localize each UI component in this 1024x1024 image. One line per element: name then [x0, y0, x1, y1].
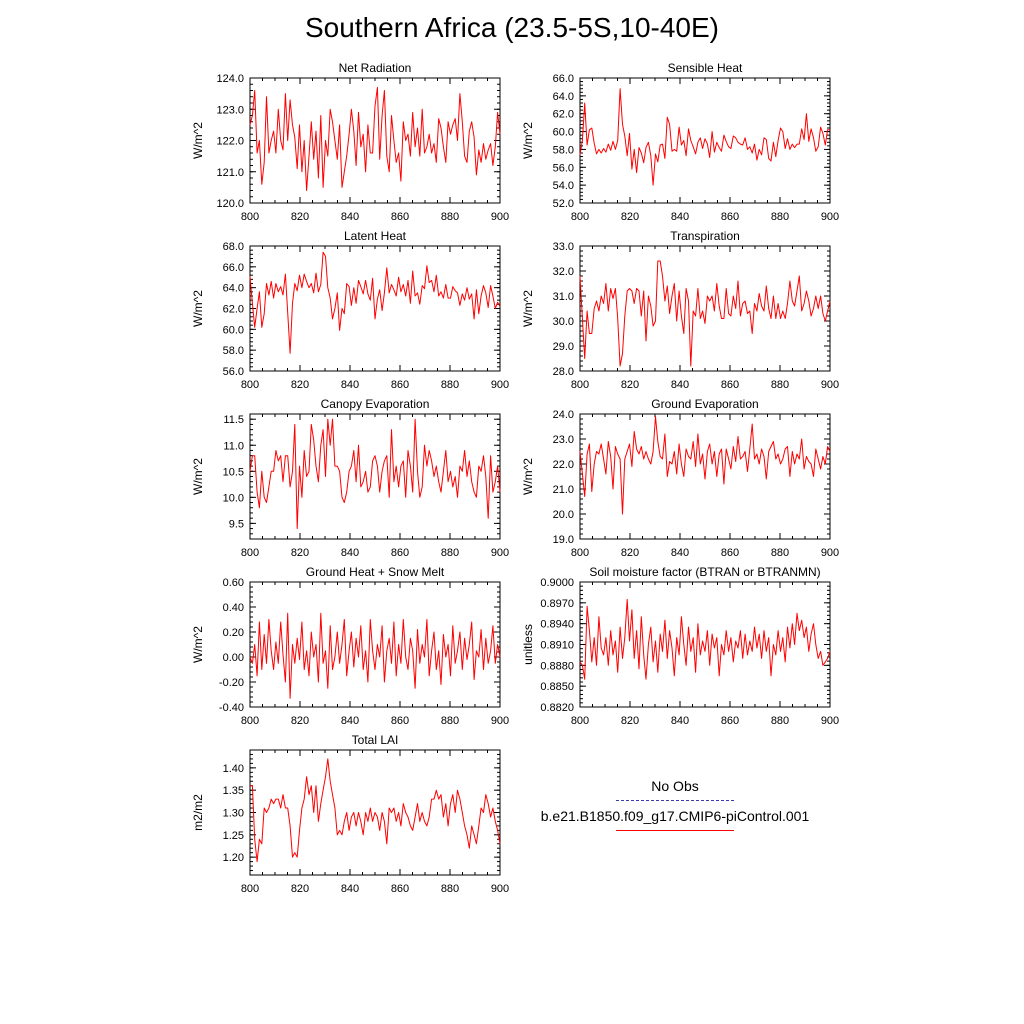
- y-tick-label: 1.30: [222, 807, 244, 820]
- y-tick-label: 0.8940: [540, 618, 574, 631]
- x-tick-label: 880: [440, 547, 460, 559]
- y-tick-label: 29.0: [552, 341, 574, 353]
- y-tick-label: 11.0: [223, 440, 244, 453]
- y-tick-label: 64.0: [222, 282, 244, 295]
- x-tick-label: 900: [490, 715, 510, 727]
- y-tick-label: 0.00: [222, 652, 244, 664]
- y-tick-label: 0.8970: [540, 597, 574, 610]
- y-tick-label: 28.0: [552, 366, 574, 378]
- y-tick-label: 24.0: [552, 409, 574, 421]
- y-tick-label: 0.60: [222, 577, 244, 589]
- x-tick-label: 840: [670, 715, 690, 727]
- y-axis-label: m2/m2: [191, 794, 205, 831]
- y-tick-label: 0.8880: [540, 660, 574, 673]
- legend: [530, 778, 820, 848]
- x-tick-label: 860: [720, 211, 740, 223]
- y-tick-label: 0.9000: [540, 577, 574, 589]
- x-tick-label: 820: [290, 379, 310, 391]
- y-tick-label: 0.8850: [540, 681, 574, 694]
- x-tick-label: 800: [570, 211, 590, 223]
- plot-frame: [580, 246, 830, 371]
- y-tick-label: 11.5: [223, 414, 244, 427]
- x-tick-label: 860: [390, 547, 410, 559]
- x-tick-label: 900: [490, 547, 510, 559]
- x-tick-label: 840: [670, 379, 690, 391]
- x-tick-label: 820: [290, 715, 310, 727]
- x-tick-label: 900: [820, 715, 840, 727]
- panel-title: Sensible Heat: [667, 61, 743, 75]
- y-tick-label: 0.20: [222, 627, 244, 639]
- series-line: [580, 89, 830, 185]
- y-tick-label: 1.25: [222, 829, 244, 842]
- panel-8: [191, 733, 509, 895]
- x-tick-label: 900: [490, 379, 510, 391]
- y-tick-label: 122.0: [216, 135, 244, 148]
- panel-title: Ground Evaporation: [651, 397, 759, 411]
- x-tick-label: 820: [620, 547, 640, 559]
- x-tick-label: 840: [670, 547, 690, 559]
- x-tick-label: 800: [240, 715, 260, 727]
- x-tick-label: 800: [240, 211, 260, 223]
- x-tick-label: 820: [620, 379, 640, 391]
- legend-model-label: b.e21.B1850.f09_g17.CMIP6-piControl.001: [540, 808, 810, 824]
- legend-model-line: [616, 830, 734, 831]
- y-tick-label: 20.0: [552, 509, 574, 521]
- x-tick-label: 820: [290, 547, 310, 559]
- y-tick-label: 60.0: [552, 126, 574, 139]
- panel-title: Net Radiation: [338, 61, 412, 75]
- x-tick-label: 860: [390, 211, 410, 223]
- y-tick-label: 10.0: [222, 492, 244, 505]
- x-tick-label: 800: [570, 715, 590, 727]
- y-tick-label: 62.0: [552, 108, 574, 121]
- x-tick-label: 900: [820, 379, 840, 391]
- y-tick-label: 124.0: [216, 73, 244, 85]
- y-tick-label: 120.0: [216, 198, 244, 210]
- y-tick-label: 0.8820: [540, 702, 574, 714]
- series-line: [250, 252, 500, 353]
- x-tick-label: 880: [770, 379, 790, 391]
- y-tick-label: 68.0: [222, 241, 244, 253]
- plot-frame: [250, 582, 500, 707]
- x-tick-label: 840: [340, 379, 360, 391]
- y-tick-label: 54.0: [552, 180, 574, 193]
- x-tick-label: 860: [720, 547, 740, 559]
- x-tick-label: 900: [820, 547, 840, 559]
- y-tick-label: 0.8910: [540, 639, 574, 652]
- y-axis-label: W/m^2: [191, 290, 205, 327]
- x-tick-label: 860: [720, 715, 740, 727]
- plot-frame: [250, 414, 500, 539]
- x-tick-label: 820: [290, 883, 310, 895]
- panel-title: Ground Heat + Snow Melt: [305, 565, 445, 579]
- y-axis-label: W/m^2: [521, 458, 535, 495]
- y-axis-label: unitless: [521, 624, 535, 665]
- y-tick-label: 123.0: [216, 104, 244, 117]
- y-tick-label: 1.20: [222, 852, 244, 865]
- y-tick-label: 66.0: [222, 261, 244, 274]
- y-axis-label: W/m^2: [191, 458, 205, 495]
- x-tick-label: 840: [340, 547, 360, 559]
- panel-2: [191, 229, 509, 391]
- y-tick-label: 52.0: [552, 198, 574, 210]
- x-tick-label: 800: [240, 379, 260, 391]
- x-tick-label: 880: [440, 883, 460, 895]
- y-tick-label: 22.0: [552, 459, 574, 471]
- y-tick-label: 31.0: [552, 291, 574, 303]
- y-tick-label: 58.0: [552, 144, 574, 157]
- y-tick-label: 1.35: [222, 785, 244, 798]
- panel-5: [521, 397, 839, 559]
- panel-title: Latent Heat: [343, 229, 407, 243]
- y-tick-label: 21.0: [552, 484, 574, 496]
- panel-7: [521, 565, 839, 727]
- legend-obs-label: No Obs: [651, 778, 699, 794]
- series-line: [250, 759, 500, 862]
- y-tick-label: 60.0: [222, 324, 244, 337]
- x-tick-label: 820: [620, 715, 640, 727]
- series-line: [250, 613, 500, 698]
- series-line: [250, 419, 500, 528]
- series-line: [580, 599, 830, 679]
- y-tick-label: 9.5: [228, 518, 244, 531]
- panel-title: Canopy Evaporation: [320, 397, 430, 411]
- x-tick-label: 840: [340, 211, 360, 223]
- y-tick-label: 62.0: [222, 303, 244, 316]
- x-tick-label: 860: [720, 379, 740, 391]
- y-tick-label: 0.40: [222, 602, 244, 614]
- y-axis-label: W/m^2: [521, 290, 535, 327]
- y-tick-label: 23.0: [552, 434, 574, 446]
- x-tick-label: 900: [820, 211, 840, 223]
- panel-6: [191, 565, 509, 727]
- x-tick-label: 840: [340, 715, 360, 727]
- x-tick-label: 900: [490, 211, 510, 223]
- y-axis-label: W/m^2: [191, 626, 205, 663]
- series-line: [580, 417, 830, 515]
- legend-obs-line: [616, 800, 734, 801]
- panel-title: Soil moisture factor (BTRAN or BTRANMN): [589, 565, 821, 579]
- x-tick-label: 860: [390, 883, 410, 895]
- x-tick-label: 800: [240, 883, 260, 895]
- x-tick-label: 840: [340, 883, 360, 895]
- x-tick-label: 820: [620, 211, 640, 223]
- x-tick-label: 880: [770, 211, 790, 223]
- x-tick-label: 880: [770, 715, 790, 727]
- y-axis-label: W/m^2: [191, 122, 205, 159]
- y-tick-label: 121.0: [216, 166, 244, 179]
- x-tick-label: 800: [570, 547, 590, 559]
- y-tick-label: -0.40: [218, 702, 244, 714]
- y-tick-label: -0.20: [218, 677, 244, 689]
- panel-title: Total LAI: [351, 733, 399, 747]
- x-tick-label: 880: [440, 715, 460, 727]
- series-line: [250, 87, 500, 190]
- y-tick-label: 64.0: [552, 90, 574, 103]
- y-tick-label: 19.0: [552, 534, 574, 546]
- x-tick-label: 840: [670, 211, 690, 223]
- panel-4: [191, 397, 509, 559]
- panel-title: Transpiration: [670, 229, 740, 243]
- x-tick-label: 900: [490, 883, 510, 895]
- x-tick-label: 820: [290, 211, 310, 223]
- x-tick-label: 860: [390, 379, 410, 391]
- panel-3: [521, 229, 839, 391]
- panel-1: [521, 61, 839, 223]
- y-tick-label: 66.0: [552, 73, 574, 85]
- panel-0: [191, 61, 509, 223]
- plot-frame: [580, 582, 830, 707]
- x-tick-label: 880: [440, 211, 460, 223]
- y-axis-label: W/m^2: [521, 122, 535, 159]
- y-tick-label: 10.5: [222, 466, 244, 479]
- y-tick-label: 30.0: [552, 316, 574, 328]
- page-title: Southern Africa (23.5-5S,10-40E): [304, 12, 719, 43]
- y-tick-label: 56.0: [222, 366, 244, 378]
- x-tick-label: 800: [570, 379, 590, 391]
- x-tick-label: 860: [390, 715, 410, 727]
- y-tick-label: 56.0: [552, 162, 574, 175]
- x-tick-label: 880: [440, 379, 460, 391]
- x-tick-label: 800: [240, 547, 260, 559]
- series-line: [580, 261, 830, 366]
- y-tick-label: 58.0: [222, 345, 244, 358]
- y-tick-label: 32.0: [552, 266, 574, 278]
- y-tick-label: 33.0: [552, 241, 574, 253]
- y-tick-label: 1.40: [222, 762, 244, 775]
- x-tick-label: 880: [770, 547, 790, 559]
